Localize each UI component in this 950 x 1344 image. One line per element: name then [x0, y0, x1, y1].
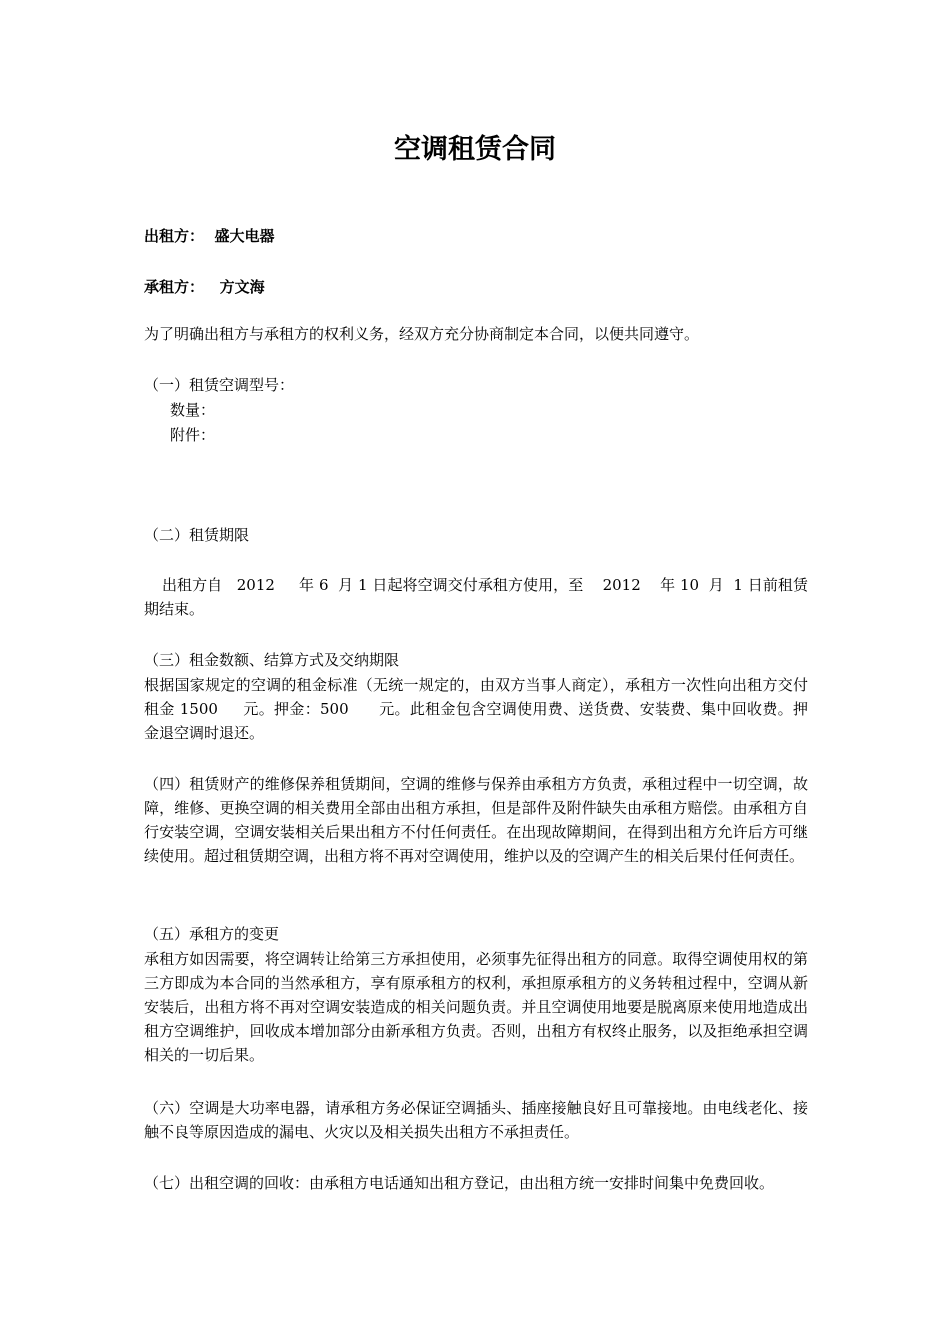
section-1-heading: （一）租赁空调型号：: [144, 376, 295, 394]
document-title: 空调租赁合同: [394, 134, 556, 165]
section-4-body: （四）租赁财产的维修保养租赁期间，空调的维修与保养由承租方方负责，承租过程中一切空调，故障，维修、更换空调的相关费用全部由出租方承担，但是部件及附件缺失由承租方赔偿。由承租方自行安装空调，空调安装相关后果出租方不付任何责任。在出现故障期间，在得到出租方允许后方可继续使用。超过租赁期空调，出租方将不再对空调使用，维护以及的空调产生的相关后果付任何责任。: [144, 775, 808, 865]
section-7-body: （七）出租空调的回收：由承租方电话通知出租方登记，由出租方统一安排时间集中免费回收。: [144, 1174, 775, 1192]
section-3-heading: （三）租金数额、结算方式及交纳期限: [144, 651, 400, 669]
section-2-heading: （二）租赁期限: [144, 526, 250, 544]
section-1-attachments: 附件：: [170, 426, 216, 444]
lessee-line: 承租方： 方文海: [144, 278, 265, 296]
section-2-body: 出租方自 2012 年 6 月 1 日起将空调交付承租方使用，至 2012 年 10 月 1 日前租赁期结束。: [144, 576, 808, 618]
section-5-body: 承租方如因需要，将空调转让给第三方承担使用，必须事先征得出租方的同意。取得空调使用权的第三方即成为本合同的当然承租方，享有原承租方的权利，承担原承租方的义务转租过程中，空调从新安装后，出租方将不再对空调安装造成的相关问题负责。并且空调使用地要是脱离原来使用地造成出租方空调维护，回收成本增加部分由新承租方负责。否则，出租方有权终止服务，以及拒绝承担空调相关的一切后果。: [144, 950, 808, 1064]
section-3-body: 根据国家规定的空调的租金标准（无统一规定的，由双方当事人商定），承租方一次性向出租方交付租金 1500 元。押金：500 元。此租金包含空调使用费、送货费、安装费、集中回收费。押金退空调时退还。: [144, 676, 808, 742]
section-1-quantity: 数量：: [170, 401, 216, 419]
intro-paragraph: 为了明确出租方与承租方的权利义务，经双方充分协商制定本合同，以便共同遵守。: [144, 325, 700, 343]
section-6-body: （六）空调是大功率电器，请承租方务必保证空调插头、插座接触良好且可靠接地。由电线老化、接触不良等原因造成的漏电、火灾以及相关损失出租方不承担责任。: [144, 1099, 808, 1141]
lessor-line: 出租方： 盛大电器: [144, 227, 275, 245]
section-5-heading: （五）承租方的变更: [144, 925, 280, 943]
